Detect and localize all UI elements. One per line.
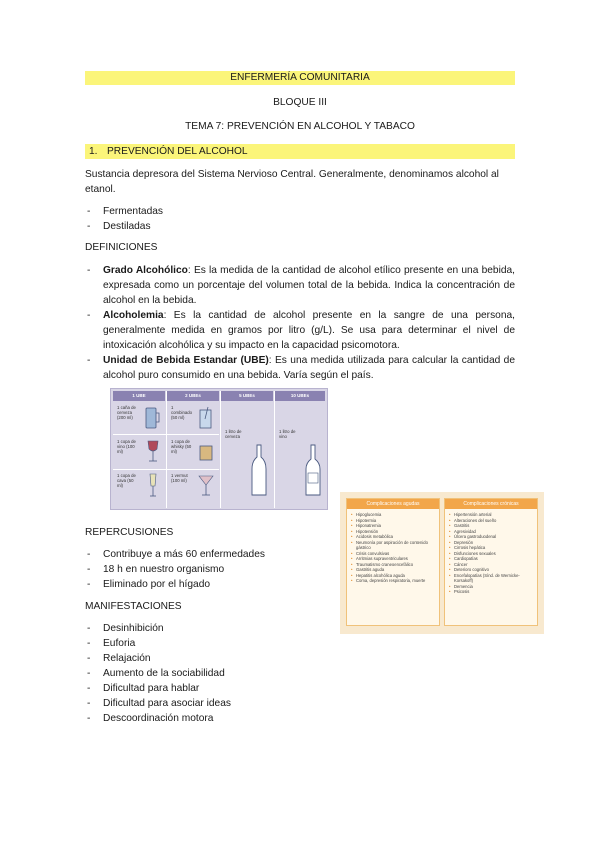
list-item: • Gastritis: [449, 523, 537, 529]
manifestations-list: [85, 621, 325, 726]
list-item: - Aumento de la sociabilidad: [85, 666, 325, 681]
block-title: BLOQUE III: [273, 97, 327, 108]
list-item: • Deterioro cognitivo: [449, 567, 537, 573]
ube-header: 2 UBEs: [167, 391, 219, 401]
complications-image: [340, 492, 544, 634]
section-title: PREVENCIÓN DEL ALCOHOL: [107, 146, 248, 157]
whisky-glass-icon: [197, 441, 215, 463]
list-item: - Dificultad para hablar: [85, 681, 325, 696]
ube-cell: 1 caña de cerveza (200 ml): [117, 405, 136, 420]
definition-text: : Es una medida utilizada para calcular la cantidad de alcohol puro consumido en una bebida. Varía según el país.: [103, 355, 515, 381]
course-title: ENFERMERÍA COMUNITARIA: [85, 71, 515, 85]
ube-table-image: [110, 388, 328, 510]
list-item: • Úlcera gastroduodenal: [449, 534, 537, 540]
list-item: - Fermentadas: [85, 204, 515, 219]
definition-term: Grado Alcohólico: [103, 265, 188, 276]
list-item: • Acidosis metabólica: [351, 534, 439, 540]
list-item: • Cirrosis hepática: [449, 545, 537, 551]
list-item: - Relajación: [85, 651, 325, 666]
list-item: - Desinhibición: [85, 621, 325, 636]
list-item: • Coma, depresión respiratoria, muerte: [351, 578, 439, 584]
list-item: • Hipoglucemia: [351, 512, 439, 518]
definitions-heading: DEFINICIONES: [85, 242, 158, 253]
definition-term: Alcoholemia: [103, 310, 164, 321]
list-item: • Demencia: [449, 584, 537, 590]
beer-glass-icon: [143, 405, 161, 431]
list-item: • Hipotermia: [351, 518, 439, 524]
ube-cell: 1 copa de cava (50 ml): [117, 473, 136, 488]
ube-cell: 1 copa de whisky (50 ml): [171, 439, 192, 454]
ube-cell: 1 combinado (50 ml): [171, 405, 193, 420]
ube-header: 5 UBEs: [221, 391, 273, 401]
definitions-list: [85, 263, 515, 383]
list-item: - Descoordinación motora: [85, 711, 325, 726]
cava-glass-icon: [147, 472, 159, 500]
list-item: - Destiladas: [85, 219, 515, 234]
repercussions-heading: REPERCUSIONES: [85, 527, 174, 538]
ube-header: 1 UBE: [113, 391, 165, 401]
beer-bottle-icon: [251, 443, 267, 499]
list-item: • Alteraciones del sueño: [449, 518, 537, 524]
acute-title: Complicaciones agudas: [347, 499, 439, 509]
list-item: • Traumatismo craneoencefálico: [351, 562, 439, 568]
acute-complications-box: [346, 498, 440, 626]
ube-cell: 1 copa de vino (100 ml): [117, 439, 136, 454]
ube-cell: 1 litro de vino: [279, 429, 296, 439]
definition-item: [85, 263, 515, 308]
list-item: - 18 h en nuestro organismo: [85, 562, 325, 577]
manifestations-heading: MANIFESTACIONES: [85, 601, 182, 612]
section-number: 1.: [89, 146, 98, 157]
list-item: - Euforia: [85, 636, 325, 651]
definition-term: Unidad de Bebida Estandar (UBE): [103, 355, 269, 366]
list-item: - Contribuye a más 60 enfermedades: [85, 547, 325, 562]
cocktail-glass-icon: [197, 405, 215, 431]
list-item: • Hepatitis alcohólica aguda: [351, 573, 439, 579]
list-item: • Hipotensión: [351, 529, 439, 535]
list-item: • Hiponatremia: [351, 523, 439, 529]
list-item: • Crisis convulsivas: [351, 551, 439, 557]
topic-title: TEMA 7: PREVENCIÓN EN ALCOHOL Y TABACO: [185, 121, 415, 132]
definition-text: : Es la cantidad de alcohol presente en la sangre de una persona, generalmente medida en gramos por litro (g/L). Se usa para determinar el nivel de intoxicación alcohólica y su impacto en la capacidad psicomotora.: [103, 310, 515, 351]
list-item: • Hipertensión arterial: [449, 512, 537, 518]
vermouth-glass-icon: [197, 473, 215, 499]
list-item: • Neumonía por aspiración de contenido gástrico: [351, 540, 439, 551]
wine-glass-icon: [145, 439, 161, 465]
list-item: • Cáncer: [449, 562, 537, 568]
list-item: - Dificultad para asociar ideas: [85, 696, 325, 711]
list-item: • Disfunciones sexuales: [449, 551, 537, 557]
ube-cell: 1 litro de cerveza: [225, 429, 242, 439]
ube-cell: 1 vermut (100 ml): [171, 473, 188, 483]
list-item: • Agresividad: [449, 529, 537, 535]
drink-types-list: [85, 204, 515, 234]
intro-paragraph: Sustancia depresora del Sistema Nervioso Central. Generalmente, denominamos alcohol al etanol.: [85, 169, 499, 195]
chronic-complications-box: [444, 498, 538, 626]
list-item: • Arritmias supraventriculares: [351, 556, 439, 562]
definition-text: : Es la medida de la cantidad de alcohol etílico presente en una bebida, expresada como un porcentaje del volumen total de la bebida. Indica la concentración de alcohol en la bebida.: [103, 265, 515, 306]
list-item: • Gastritis aguda: [351, 567, 439, 573]
section-heading: [85, 144, 515, 159]
list-item: • Psicosis: [449, 589, 537, 595]
definition-item: [85, 353, 515, 383]
definition-item: [85, 308, 515, 353]
ube-header: 10 UBEs: [275, 391, 325, 401]
list-item: • Depresión: [449, 540, 537, 546]
repercussions-list: [85, 547, 325, 592]
list-item: • Cardiopatías: [449, 556, 537, 562]
list-item: • Encefalopatías (Sínd. de Wernicke-Korsakoff): [449, 573, 537, 584]
chronic-title: Complicaciones crónicas: [445, 499, 537, 509]
wine-bottle-icon: [305, 443, 321, 499]
list-item: - Eliminado por el hígado: [85, 577, 325, 592]
